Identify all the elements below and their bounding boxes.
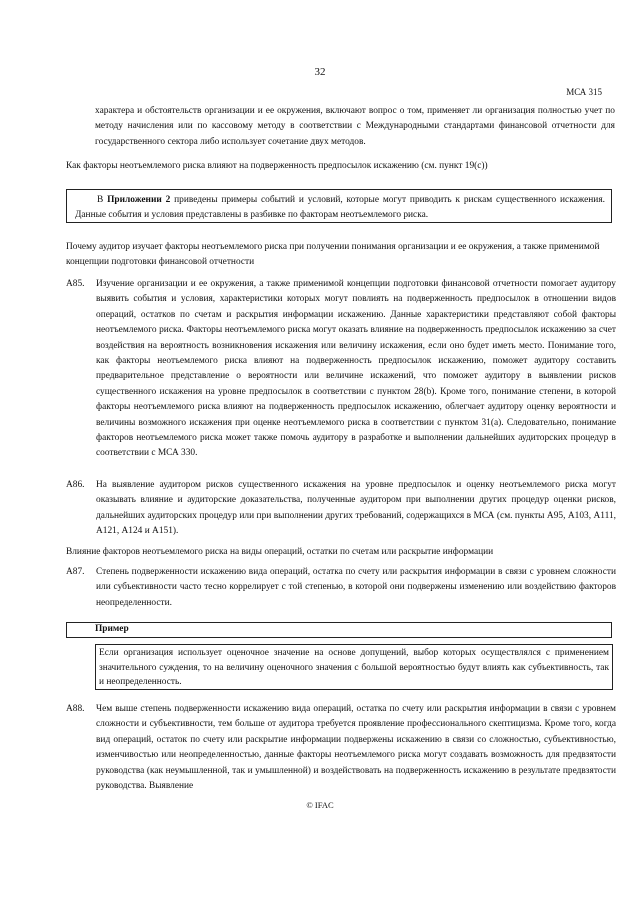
appendix-link-text: Приложении 2: [107, 195, 171, 205]
footer-copyright: © IFAC: [306, 800, 334, 810]
paragraph-text: На выявление аудитором рисков существенного искажения на уровне предпосылок и оценку неотъемлемого риска могут оказывать влияние и аудиторские доказательства, полученные аудитором при выполнении других процедур оценки рисков, дальнейших аудиторских процедур или при выполнении других требований, содержащихся в МСА (см. пункты А95, А103, А111, А121, А124 и А151).: [96, 480, 616, 537]
section-heading-1: Как факторы неотъемлемого риска влияют на подверженность предпосылок искажению (см. пункт 19(с)): [66, 161, 488, 171]
example-title: Пример: [66, 622, 612, 638]
standard-code: МСА 315: [566, 87, 602, 97]
paragraph-text: Чем выше степень подверженности искажению вида операций, остатка по счету или раскрытия информации в связи с уровнем сложности и субъективности, тем больше от аудитора требуется проявление профессионального скептицизма. Кроме того, когда вид операций, остаток по счету или раскрытие информации подвержены искажению в связи со сложностью, субъективностью, изменчивостью или неопределенностью, данные факторы неотъемлемого риска могут создавать возможность для предвзятости руководства (как неумышленной, так и умышленной) и воздействовать на подверженность искажению в результате предвзятости руководства. Выявление: [96, 704, 616, 792]
example-text: Если организация использует оценочное значение на основе допущений, выбор которых осуществлялся с применением значительного суждения, то на величину оценочного значения с большой вероятностью будут влиять как субъективность, так и неопределенность.: [99, 648, 609, 687]
paragraph-number: A88.: [66, 704, 85, 714]
paragraph-text: Степень подверженности искажению вида операций, остатка по счету или раскрытия информации в связи с уровнем сложности или субъективности часто тесно коррелирует с той степенью, в которой они подвержены изменению или воздействию факторов неопределенности.: [96, 567, 616, 608]
paragraph-a86: [66, 478, 616, 540]
example-box: [95, 644, 613, 690]
paragraph-a87: [66, 565, 616, 611]
paragraph-a88: [66, 702, 616, 794]
paragraph-number: A85.: [66, 279, 85, 289]
appendix-note-rest: приведены примеры событий и условий, которые могут приводить к рискам существенного искажения. Данные события и условия представлены в разбивке по факторам неотъемлемого риска.: [75, 195, 605, 221]
paragraph-text: Изучение организации и ее окружения, а также применимой концепции подготовки финансовой отчетности помогает аудитору выявить события и условия, характеристики которых могут повлиять на подверженность предпосылок в отношении видов операций, остатков по счетам и раскрытия информации искажению. Данные характеристики представляют собой факторы неотъемлемого риска. Факторы неотъемлемого риска могут оказать влияние на подверженность предпосылок искажению за счет воздействия на вероятность возникновения искажения или величину искажения, если оно будет иметь место. Понимание того, как факторы неотъемлемого риска влияют на подверженность предпосылок искажению, поможет аудитору составить предварительное представление о вероятности или величине искажений, что поможет аудитору в выявлении рисков существенного искажения на уровне предпосылок в соответствии с пунктом 28(b). Кроме того, понимание степени, в которой факторы неотъемлемого риска влияют на подверженность предпосылок искажению, облегчает аудитору оценку вероятности и величины возможного искажения при оценке неотъемлемого риска в соответствии с пунктом 31(а). Следовательно, понимание факторов неотъемлемого риска может также помочь аудитору в разработке и выполнении дальнейших аудиторских процедур в соответствии с МСА 330.: [96, 279, 616, 459]
appendix-note-box: [66, 189, 612, 223]
page-number: 32: [314, 66, 326, 78]
section-heading-3: Влияние факторов неотъемлемого риска на виды операций, остатки по счетам или раскрытие информации: [66, 547, 494, 557]
paragraph-a85: [66, 277, 616, 462]
paragraph-number: A86.: [66, 480, 85, 490]
appendix-note-prefix: В: [97, 195, 108, 205]
appendix-note-text: [75, 193, 605, 224]
paragraph-number: A87.: [66, 567, 85, 577]
section-heading-2: Почему аудитор изучает факторы неотъемлемого риска при получении понимания организации и ее окружения, а также применимой концепции подготовки финансовой отчетности: [66, 242, 600, 267]
continuation-text: характера и обстоятельств организации и ее окружения, включают вопрос о том, применяет ли организация полностью учет по методу начисления или по кассовому методу в соответствии с Международными стандартами финансовой отчетности для государственного сектора либо использует сочетание двух методов.: [95, 106, 615, 147]
